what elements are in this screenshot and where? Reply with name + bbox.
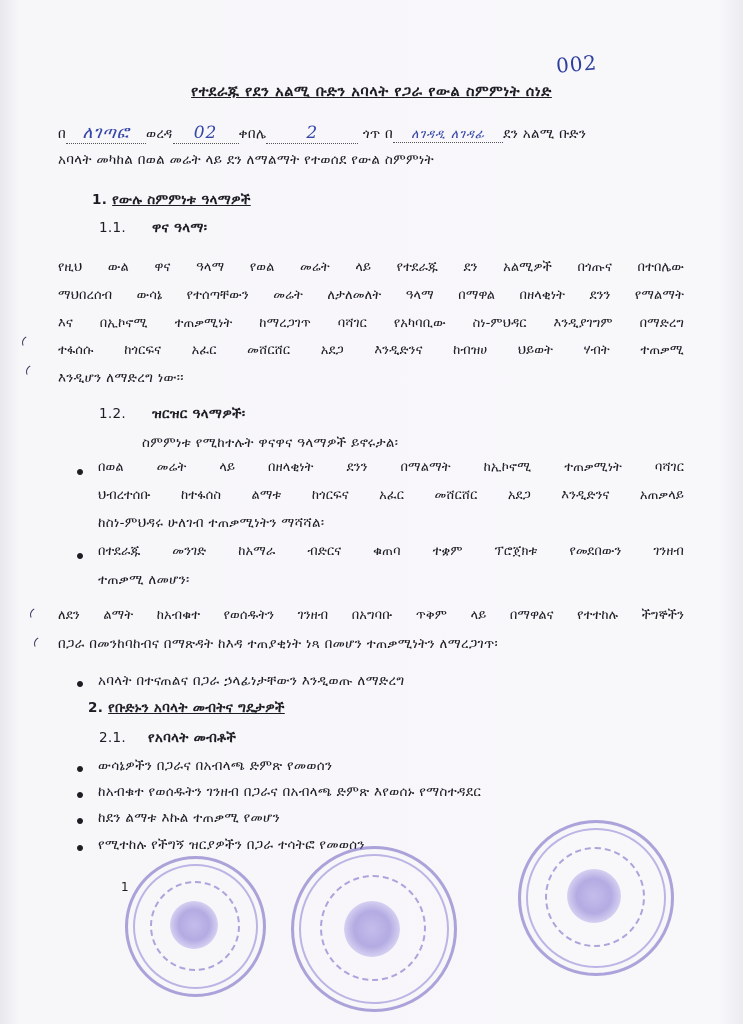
section-1-heading: 1. የውሉ ስምምነቱ ዓላማዎች — [92, 192, 251, 208]
rights-item-3: ከደን ልማቱ እኩል ተጠቃሚ የመሆን — [98, 810, 280, 826]
objective-paragraph-line-2: በጋራ በመንከባከብና በማጽዳት ከእዳ ተጠያቂነት ነጻ በመሆን ተጠቃሚነትን ለማረጋገጥ፡ — [58, 636, 499, 652]
official-stamp-right — [518, 820, 674, 976]
objective-bullet-3: አባላት በተናጠልና በጋራ ኃላፊነታቸውን እንዲወጡ ለማድረግ — [98, 673, 405, 689]
section-2-heading: 2. የቡድኑን አባላት መብትና ግዴታዎች — [88, 700, 285, 716]
staple-mark: ◜ — [17, 332, 34, 355]
staple-mark: ◜ — [25, 604, 42, 627]
document-title: የተደራጁ የደን አልሚ ቡድን አባላት የጋራ የውል ስምምነት ሰነድ — [191, 84, 552, 100]
main-objective-line-2: ማህበረሰብ ውሳኔ የተሰጣቸውን መሬት ለታለመለት ዓላማ በማዋል በዘላቂነት ደንን የማልማት — [58, 288, 684, 303]
rights-item-1: ውሳኔዎችን በጋራና በአብላጫ ድምጽ የመወሰን — [98, 758, 333, 774]
main-objective-line-1: የዚህ ውል ዋና ዓላማ የወል መሬት ላይ የተደራጁ ደን አልሚዎች በጎጡና በተበሌው — [58, 260, 684, 275]
objective-bullet-1-line-2: ህብረተሰቡ ከተፋሰስ ልማቱ ከጎርፍና አፈር መሸርሸር አደጋ እንዲድንና አጠቃላይ — [98, 488, 684, 503]
stamp-emblem — [170, 901, 218, 949]
bullet — [77, 469, 83, 475]
section-1-2-heading: 1.2. ዝርዝር ዓላማዎች፡ — [99, 406, 246, 422]
objective-bullet-1-line-3: ከስነ-ምህዳሩ ሁለገብ ተጠቃሚነትን ማሻሻል፡ — [98, 515, 325, 531]
page-number: 1 — [121, 880, 129, 894]
rights-item-2: ከአብቁተ የወሰዱትን ገንዘብ በጋራና በአብላጫ ድምጽ እየወሰኑ የማስተዳደር — [98, 784, 482, 800]
section-2-1-heading: 2.1. የአባላት መብቶች — [99, 730, 237, 746]
objective-bullet-2-line-2: ተጠቃሚ ለመሆን፡ — [98, 572, 190, 588]
objective-bullet-2-line-1: በተደራጁ መንገድ ከአማራ ብድርና ቁጠባ ተቋም ፕሮጀክቱ የመደበውን ገንዘብ — [98, 544, 684, 559]
bullet — [77, 792, 83, 798]
official-stamp-middle — [291, 846, 457, 1012]
stamp-emblem — [567, 869, 621, 923]
bullet — [77, 553, 83, 559]
bullet — [77, 766, 83, 772]
objective-paragraph-line-1: ለደን ልማት ከአብቁተ የወሰዱትን ገንዘብ በአግባቡ ጥቅም ላይ በማዋልና የተተከሉ ችግኞችን — [58, 608, 684, 623]
specific-objectives-intro: ስምምነቱ የሚከተሉት ዋናዋና ዓላማዎች ይኖሩታል፡ — [142, 435, 399, 451]
official-stamp-left — [125, 856, 266, 997]
main-objective-line-4: ተፋሰሱ ከጎርፍና አፈር መሸርሸር አደጋ እንዲድንና ከብዝሀ ህይወት ሃብት ተጠቃሚ — [58, 343, 684, 358]
intro-line-1: በ ለገጣፎ ወረዳ 02 ቀበሌ 2 ጎጥ በ ለገዳዲ ለገዳፊ ደን አልሚ ቡድን — [58, 123, 587, 143]
staple-mark: ◜ — [21, 361, 38, 384]
section-1-1-heading: 1.1. ዋና ዓላማ፡ — [99, 220, 208, 236]
handwritten-kebele: 2 — [306, 123, 319, 143]
bullet — [77, 681, 83, 687]
handwritten-got: ለገዳዲ ለገዳፊ — [411, 126, 486, 141]
rights-item-4: የሚተከሉ የችግኝ ዝርያዎችን በጋራ ተሳትፎ የመወሰን — [98, 837, 365, 853]
handwritten-zone: ለገጣፎ — [82, 123, 130, 143]
main-objective-line-3: እና በኢኮኖሚ ተጠቃሚነት ከማረጋገጥ ባሻገር የአካባቢው ስነ-ምህዳር እንዲያገግም በማድረግ — [58, 316, 684, 331]
main-objective-line-5: እንዲሆን ለማድረግ ነው፡፡ — [58, 370, 184, 386]
bullet — [77, 845, 83, 851]
document-number: 002 — [555, 50, 599, 78]
staple-mark: ◜ — [29, 633, 46, 656]
bullet — [77, 818, 83, 824]
intro-line-2: አባላት መካከል በወል መሬት ላይ ደን ለማልማት የተወሰደ የውል ስምምነት — [58, 152, 434, 168]
handwritten-woreda: 02 — [193, 123, 218, 143]
stamp-emblem — [344, 901, 400, 957]
objective-bullet-1-line-1: በወል መሬት ላይ በዘላቂነት ደንን በማልማት ከኢኮኖሚ ተጠቃሚነት ባሻገር — [98, 460, 684, 475]
